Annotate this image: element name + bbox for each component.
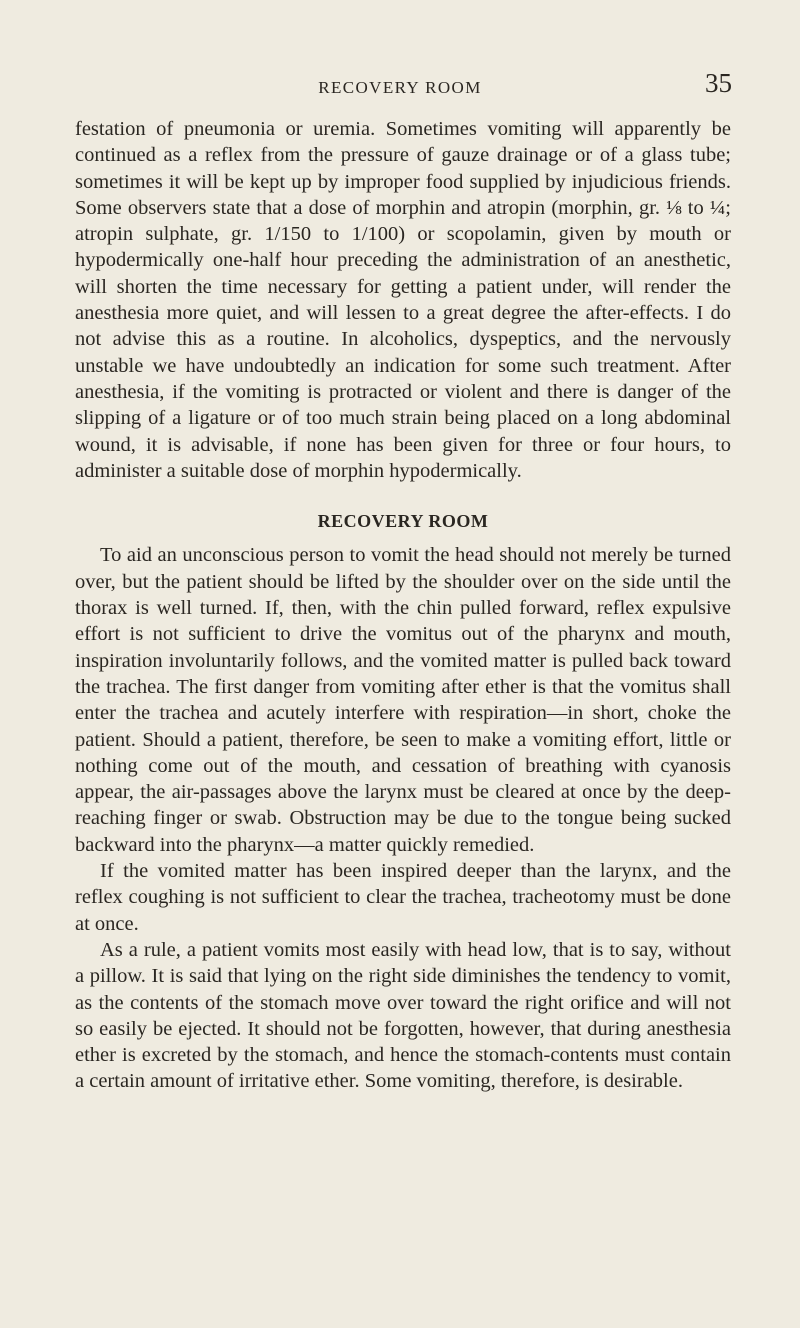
section-heading: RECOVERY ROOM [317, 511, 489, 532]
paragraph: To aid an unconscious person to vomit the head should not merely be turned over, but the patient should be lifted by the shoulder over on the side until the thorax is well turned. If, then, with the chin pulled forward, reflex expulsive effort is not sufficient to drive the vomitus out of the pharynx and mouth, inspiration involuntarily follows, and the vomited matter is pulled back toward the trachea. The first danger from vomiting after ether is that the vomitus shall enter the trachea and acutely interfere with respiration—in short, choke the patient. Should a patient, therefore, be seen to make a vomiting effort, little or nothing come out of the mouth, and cessation of breathing with cyanosis appear, the air-passages above the larynx must be cleared at once by the deep-reaching finger or swab. Obstruction may be due to the tongue being sucked backward into the pharynx—a matter quickly remedied. [75, 544, 731, 856]
body-text [75, 116, 731, 1095]
paragraph: As a rule, a patient vomits most easily with head low, that is to say, without a pillow. It is said that lying on the right side diminishes the tendency to vomit, as the contents of the stomach move over toward the right orifice and will not so easily be ejected. It should not be forgotten, however, that during anesthesia ether is excreted by the stomach, and hence the stomach-contents must contain a certain amount of irritative ether. Some vomiting, therefore, is desirable. [75, 938, 731, 1093]
page-number: 35 [705, 68, 732, 98]
paragraph: festation of pneumonia or uremia. Sometimes vomiting will apparently be continued as a reflex from the pressure of gauze drainage or of a glass tube; sometimes it will be kept up by improper food supplied by injudicious friends. Some observers state that a dose of morphin and atropin (morphin, gr. ⅛ to ¼; atropin sulphate, gr. 1/150 to 1/100) or scopolamin, given by mouth or hypodermically one-half hour preceding the administration of an anesthetic, will shorten the time necessary for getting a patient under, will render the anesthesia more quiet, and will lessen to a great degree the after-effects. I do not advise this as a routine. In alcoholics, dyspeptics, and the nervously unstable we have undoubtedly an indication for some such treatment. After anesthesia, if the vomiting is protracted or violent and there is danger of the slipping of a ligature or of too much strain being placed on a long abdominal wound, it is advisable, if none has been given for three or four hours, to administer a suitable dose of morphin hypodermically. [75, 118, 731, 482]
paragraph: If the vomited matter has been inspired deeper than the larynx, and the reflex coughing is not sufficient to clear the trachea, tracheotomy must be done at once. [75, 860, 731, 935]
running-head: RECOVERY ROOM [318, 78, 482, 97]
